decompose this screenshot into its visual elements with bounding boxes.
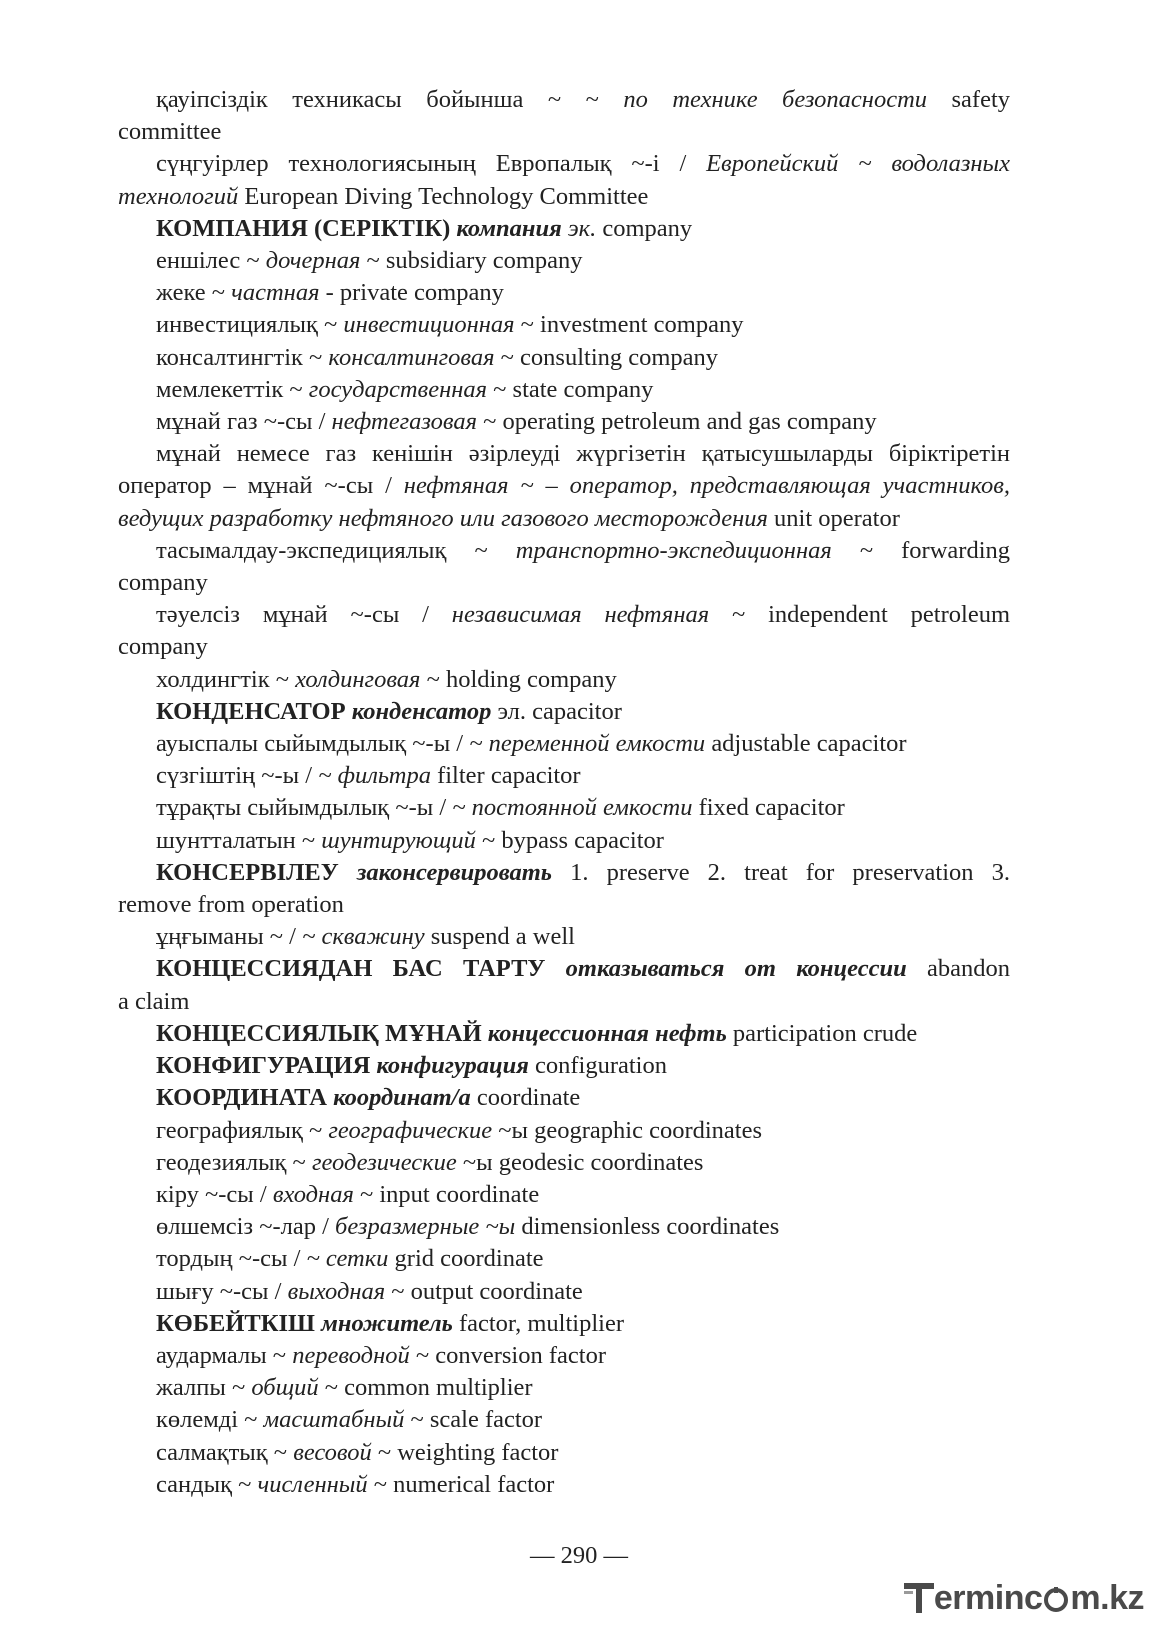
termincom-logo <box>904 1573 1144 1623</box>
entry-line <box>118 1340 1010 1372</box>
entry-text: ~ common multiplier <box>318 1374 533 1402</box>
russian-term-text: ~ переменной емкости <box>469 730 706 758</box>
entry-text: мұнай немесе газ кенішін әзірлеуді жүргізетін қатысушыларды біріктіретін <box>156 440 1010 468</box>
entry-text: жалпы ~ <box>156 1374 252 1402</box>
entry-text: салмақтық ~ <box>156 1438 294 1466</box>
entry-text: ~ state company <box>487 375 654 403</box>
entry-text: сүңгуірлер технологиясының Европалық ~-і / <box>156 150 707 178</box>
headword-text: законсервировать <box>356 858 553 886</box>
entry-line <box>118 986 1010 1018</box>
entry-text: ~ investment company <box>514 311 744 339</box>
entry-line <box>118 1115 1010 1147</box>
entry-text: геодезиялық ~ <box>156 1148 312 1176</box>
russian-term-text: независимая нефтяная <box>451 601 710 629</box>
entry-line <box>118 664 1010 696</box>
russian-term-text: масштабный <box>263 1406 405 1434</box>
russian-term-text: шунтирующий <box>321 826 476 854</box>
entry-text: company <box>118 633 208 661</box>
entry-line <box>118 1469 1010 1501</box>
entry-line <box>118 696 1010 728</box>
entry-text: - private company <box>319 279 504 307</box>
headword-text: конфигурация <box>376 1052 529 1080</box>
headword-text: КОНЦЕССИЯДАН БАС ТАРТУ <box>156 955 566 983</box>
entry-text: ~ operating petroleum and gas company <box>476 408 877 436</box>
entry-text: холдингтік ~ <box>156 665 296 693</box>
entry-text: тордың ~-сы / <box>156 1245 307 1273</box>
entry-text: жеке ~ <box>156 279 232 307</box>
entry-text: ~ forwarding <box>831 536 1010 564</box>
headword-text: КӨБЕЙТКІШ <box>156 1309 322 1337</box>
entry-text: remove from operation <box>118 891 344 919</box>
entry-line <box>118 1018 1010 1050</box>
entry-text: ~ conversion factor <box>409 1341 606 1369</box>
entry-text: кіру ~-сы / <box>156 1180 273 1208</box>
entry-text: ұңғыманы ~ / <box>156 923 303 951</box>
entry-line <box>118 728 1010 760</box>
russian-term-text: входная <box>272 1180 354 1208</box>
russian-term-text: ~ сетки <box>306 1245 389 1273</box>
russian-term-text: нефтегазовая <box>331 408 477 436</box>
entry-text: консалтингтік ~ <box>156 343 329 371</box>
logo-text-visible: erminc m.kz <box>933 1579 1144 1617</box>
headword-text: КОНСЕРВІЛЕУ <box>156 858 357 886</box>
entry-text: committee <box>118 118 222 146</box>
entry-line <box>118 470 1010 502</box>
entry-line <box>118 84 1010 116</box>
entry-text: мұнай газ ~-сы / <box>156 408 332 436</box>
entry-line <box>118 438 1010 470</box>
entry-line <box>118 760 1010 792</box>
entry-text: ~ input coordinate <box>353 1180 540 1208</box>
entry-text: ~ subsidiary company <box>360 247 583 275</box>
entry-line <box>118 792 1010 824</box>
page-number: — 290 — <box>530 1542 628 1569</box>
entry-text: unit operator <box>767 504 900 532</box>
entry-line <box>118 1179 1010 1211</box>
entry-text: 1. preserve 2. treat for preservation 3. <box>552 858 1010 886</box>
russian-term-text: по технике безопасности <box>623 86 928 113</box>
russian-term-text: переводной <box>292 1341 410 1369</box>
entry-line <box>118 825 1010 857</box>
entry-line <box>118 631 1010 663</box>
russian-term-text: эк. <box>567 214 597 242</box>
entry-line <box>118 245 1010 277</box>
entry-line <box>118 309 1010 341</box>
headword-text: КОНЦЕССИЯЛЫҚ МҰНАЙ <box>156 1019 488 1047</box>
entry-text: suspend a well <box>424 923 575 951</box>
entry-text: ~ы geographic coordinates <box>492 1116 762 1144</box>
russian-term-text: государственная <box>308 375 488 403</box>
entry-text: abandon <box>906 955 1010 983</box>
russian-term-text: ~ фильтра <box>318 762 431 790</box>
entry-text: ~ independent petroleum <box>709 601 1011 629</box>
russian-term-text: Европейский ~ водолазных <box>706 150 1010 178</box>
russian-term-text: численный <box>257 1470 368 1498</box>
entry-line <box>118 889 1010 921</box>
headword-text: компания <box>456 214 562 242</box>
entry-text: ~ numerical factor <box>367 1470 555 1498</box>
entry-text: сандық ~ <box>156 1470 258 1498</box>
entry-line <box>118 277 1010 309</box>
entry-line <box>118 374 1010 406</box>
entry-text: географиялық ~ <box>156 1116 329 1144</box>
russian-term-text: безразмерные ~ы <box>335 1213 516 1241</box>
entry-text: ~ holding company <box>420 665 617 693</box>
russian-term-text: инвестиционная <box>343 311 515 339</box>
entry-line <box>118 1050 1010 1082</box>
russian-term-text: выходная <box>287 1277 386 1305</box>
entry-text: ауыспалы сыйымдылық ~-ы / <box>156 730 470 758</box>
entry-text: company <box>596 214 693 242</box>
entry-text: тасымалдау-экспедициялық ~ <box>156 536 516 564</box>
entry-line <box>118 599 1010 631</box>
entry-text: company <box>118 569 208 597</box>
russian-term-text: холдинговая <box>295 665 421 693</box>
russian-term-text: транспортно-экспедиционная <box>515 536 832 564</box>
russian-term-text: общий <box>251 1374 319 1402</box>
entry-line <box>118 503 1010 535</box>
entry-text: fixed capacitor <box>692 794 845 822</box>
entry-line <box>118 1147 1010 1179</box>
entry-text: adjustable capacitor <box>705 730 907 758</box>
entry-line <box>118 1276 1010 1308</box>
entry-text: filter capacitor <box>430 762 581 790</box>
russian-term-text: дочерная <box>265 247 361 275</box>
entry-text: ~ы geodesic coordinates <box>456 1148 704 1176</box>
entry-line <box>118 953 1010 985</box>
entry-line <box>118 1211 1010 1243</box>
russian-term-text: консалтинговая <box>328 343 495 371</box>
entry-text: configuration <box>528 1052 667 1080</box>
entry-line <box>118 921 1010 953</box>
entry-line <box>118 567 1010 599</box>
headword-text: КОНДЕНСАТОР <box>156 697 352 725</box>
russian-term-text: ведущих разработку нефтяного или газового месторождения <box>118 504 768 532</box>
entry-line <box>118 406 1010 438</box>
entry-text: coordinate <box>470 1084 581 1112</box>
russian-term-text: геодезические <box>311 1148 457 1176</box>
page-number-value: 290 <box>560 1542 598 1569</box>
headword-text: концессионная нефть <box>487 1019 727 1047</box>
entry-text: шығу ~-сы / <box>156 1277 288 1305</box>
entry-text: ~ weighting factor <box>371 1438 559 1466</box>
russian-term-text: ~ скважину <box>302 923 425 951</box>
entry-text: аудармалы ~ <box>156 1341 293 1369</box>
headword-text: множитель <box>321 1309 453 1337</box>
entry-line <box>118 1308 1010 1340</box>
entry-text: өлшемсіз ~-лар / <box>156 1213 336 1241</box>
entry-text: инвестициялық ~ <box>156 311 344 339</box>
entry-line <box>118 535 1010 567</box>
dictionary-entries <box>118 84 1010 1501</box>
russian-term-text: нефтяная ~ – оператор, представляющая участников, <box>403 472 1010 500</box>
entry-text: сүзгіштің ~-ы / <box>156 762 319 790</box>
entry-text: participation crude <box>726 1019 918 1047</box>
entry-line <box>118 213 1010 245</box>
entry-text: ~ bypass capacitor <box>475 826 664 854</box>
entry-line <box>118 181 1010 213</box>
entry-line <box>118 1082 1010 1114</box>
headword-text: КОМПАНИЯ (СЕРІКТІК) <box>156 214 457 242</box>
entry-line <box>118 1243 1010 1275</box>
entry-text: көлемді ~ <box>156 1406 264 1434</box>
entry-text: тәуелсіз мұнай ~-сы / <box>156 601 452 629</box>
russian-term-text: технологий <box>118 182 239 210</box>
entry-text: dimensionless coordinates <box>515 1213 780 1241</box>
entry-text: ~ output coordinate <box>385 1277 583 1305</box>
entry-text: шунтталатын ~ <box>156 826 322 854</box>
entry-text: factor, multiplier <box>452 1309 624 1337</box>
entry-text: ~ scale factor <box>404 1406 543 1434</box>
entry-text: эл. capacitor <box>491 697 622 725</box>
entry-text: ~ consulting company <box>494 343 719 371</box>
headword-text: КООРДИНАТА <box>156 1084 334 1112</box>
entry-line <box>118 1404 1010 1436</box>
entry-line <box>118 1372 1010 1404</box>
headword-text: конденсатор <box>351 697 492 725</box>
entry-line <box>118 116 1010 148</box>
russian-term-text: географические <box>328 1116 493 1144</box>
russian-term-text: частная <box>231 279 320 307</box>
headword-text: КОНФИГУРАЦИЯ <box>156 1052 377 1080</box>
entry-text: оператор – мұнай ~-сы / <box>118 472 404 500</box>
entry-text: қауіпсіздік техникасы бойынша ~ ~ <box>156 86 624 113</box>
entry-text: a claim <box>118 987 190 1015</box>
russian-term-text: весовой <box>293 1438 372 1466</box>
logo-t-icon <box>904 1581 934 1615</box>
entry-line <box>118 342 1010 374</box>
entry-line <box>118 857 1010 889</box>
entry-text: European Diving Technology Committee <box>238 182 649 210</box>
russian-term-text: ~ постоянной емкости <box>452 794 693 822</box>
entry-text: еншілес ~ <box>156 247 266 275</box>
entry-text: тұрақты сыйымдылық ~-ы / <box>156 794 453 822</box>
logo-o-icon <box>1043 1587 1069 1613</box>
headword-text: отказываться от концессии <box>565 955 907 983</box>
headword-text: координат/а <box>333 1084 471 1112</box>
entry-line <box>118 148 1010 180</box>
entry-text: мемлекеттік ~ <box>156 375 309 403</box>
entry-text: grid coordinate <box>388 1245 544 1273</box>
entry-text: safety <box>927 86 1010 113</box>
entry-line <box>118 1437 1010 1469</box>
